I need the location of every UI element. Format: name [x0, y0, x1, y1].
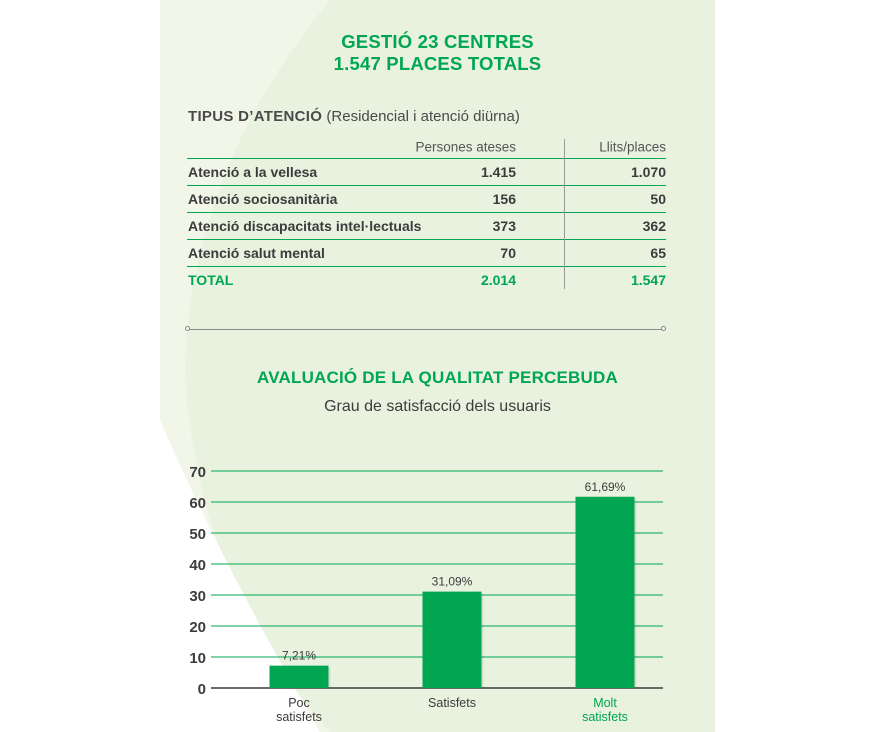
x-tick-label: Molt — [593, 696, 617, 710]
total-persones: 2.014 — [480, 272, 516, 288]
x-tick-label: satisfets — [276, 710, 322, 724]
row-label: Atenció discapacitats intel·lectuals — [188, 218, 422, 234]
chart-title: AVALUACIÓ DE LA QUALITAT PERCEBUDA — [257, 368, 618, 387]
header-places: 1.547 PLACES TOTALS — [333, 53, 542, 74]
chart-subtitle: Grau de satisfacció dels usuaris — [324, 398, 551, 415]
row-label: Atenció sociosanitària — [188, 191, 338, 207]
row-label: Atenció a la vellesa — [188, 164, 318, 180]
bar — [423, 592, 482, 688]
x-tick-label: satisfets — [582, 710, 628, 724]
row-llits: 50 — [650, 191, 666, 207]
data-label: 61,69% — [584, 479, 626, 494]
x-tick-label: Poc — [288, 696, 310, 710]
row-persones: 156 — [492, 191, 516, 207]
total-label: TOTAL — [188, 272, 234, 288]
row-llits: 1.070 — [630, 164, 666, 180]
header-centres: GESTIÓ 23 CENTRES — [341, 31, 534, 52]
row-llits: 65 — [650, 245, 666, 261]
row-persones: 373 — [492, 218, 516, 234]
row-persones: 1.415 — [480, 164, 516, 180]
y-tick-label: 0 — [197, 681, 206, 698]
y-tick-label: 50 — [189, 526, 206, 543]
bar — [576, 497, 635, 688]
y-tick-label: 60 — [189, 495, 206, 512]
row-llits: 362 — [642, 218, 666, 234]
column-header-llits: Llits/places — [599, 139, 666, 154]
y-tick-label: 20 — [189, 619, 206, 636]
y-tick-label: 40 — [189, 557, 206, 574]
table-title-main: TIPUS D’ATENCIÓ — [188, 108, 323, 125]
column-header-persones: Persones ateses — [415, 139, 516, 154]
table-title-detail: (Residencial i atenció diürna) — [322, 108, 520, 125]
total-llits: 1.547 — [630, 272, 666, 288]
y-tick-label: 70 — [189, 464, 206, 481]
row-persones: 70 — [500, 245, 516, 261]
row-label: Atenció salut mental — [188, 245, 325, 261]
x-tick-label: Satisfets — [428, 696, 476, 710]
y-tick-label: 10 — [189, 650, 206, 667]
y-tick-label: 30 — [189, 588, 206, 605]
data-label: 7,21% — [281, 648, 317, 663]
data-label: 31,09% — [431, 574, 473, 589]
bar — [270, 666, 329, 688]
